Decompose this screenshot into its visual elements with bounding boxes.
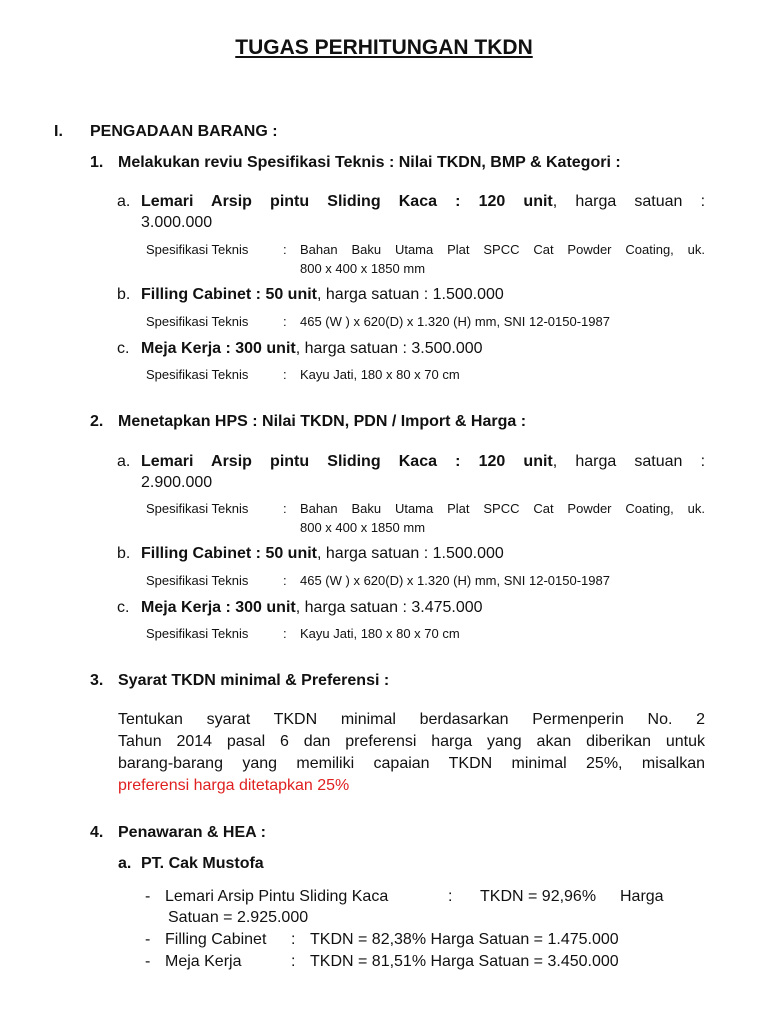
s1-number: 1.	[90, 154, 104, 171]
s1-a-line	[141, 193, 705, 211]
offer-detail: TKDN = 82,38% Harga Satuan = 1.475.000	[310, 931, 619, 948]
offer-detail: TKDN = 81,51% Harga Satuan = 3.450.000	[310, 953, 619, 970]
s1-a-spec-2: 800 x 400 x 1850 mm	[300, 261, 426, 276]
s1-a-price: 3.000.000	[141, 214, 213, 231]
page-title: TUGAS PERHITUNGAN TKDN	[235, 36, 533, 59]
s1-a-spec-label: Spesifikasi Teknis	[146, 242, 249, 257]
s2-a-spec-label: Spesifikasi Teknis	[146, 501, 249, 516]
s1-b-letter: b.	[117, 286, 131, 303]
s2-a-rest: , harga satuan :	[552, 453, 706, 470]
s2-b-spec: 465 (W ) x 620(D) x 1.320 (H) mm, SNI 12-0150-1987	[300, 573, 610, 588]
s3-number: 3.	[90, 672, 104, 689]
s2-b-spec-colon: :	[283, 573, 287, 588]
s2-b-price: 1.500.000	[432, 545, 504, 562]
s2-b-name: Filling Cabinet : 50 unit	[141, 545, 317, 562]
s2-a-price: 2.900.000	[141, 474, 213, 491]
s1-a-rest: , harga satuan :	[552, 193, 706, 210]
s3-para-line-3: barang-barang yang memiliki capaian TKDN minimal 25%, misalkan	[118, 755, 705, 772]
s3-para-line-4: preferensi harga ditetapkan 25%	[118, 777, 350, 794]
s2-b-harga-label: , harga satuan :	[317, 545, 433, 562]
s2-c-name: Meja Kerja : 300 unit	[141, 599, 296, 616]
offer-item-name: Lemari Arsip Pintu Sliding Kaca	[165, 888, 389, 905]
offer-tkdn: TKDN = 92,96%	[480, 888, 597, 905]
offer-dash: -	[145, 953, 151, 970]
s1-a-name: Lemari Arsip pintu Sliding Kaca : 120 unit	[141, 193, 553, 210]
s1-c-letter: c.	[117, 340, 130, 357]
s1-c-name: Meja Kerja : 300 unit	[141, 340, 296, 357]
s1-a-spec-colon: :	[283, 242, 287, 257]
offer-harga-cont: Satuan = 2.925.000	[168, 909, 309, 926]
s2-b-spec-label: Spesifikasi Teknis	[146, 573, 249, 588]
s2-a-letter: a.	[117, 453, 131, 470]
s1-heading: Melakukan reviu Spesifikasi Teknis : Nilai TKDN, BMP & Kategori :	[118, 154, 621, 171]
s2-c-spec-colon: :	[283, 626, 287, 641]
s2-c-spec-label: Spesifikasi Teknis	[146, 626, 249, 641]
s1-c-price: 3.500.000	[411, 340, 483, 357]
offer-item-name: Meja Kerja	[165, 953, 242, 970]
s1-b-name: Filling Cabinet : 50 unit	[141, 286, 317, 303]
s1-b-spec-colon: :	[283, 314, 287, 329]
s1-b-harga-label: , harga satuan :	[317, 286, 433, 303]
offer-dash: -	[145, 888, 151, 905]
s1-c-spec-label: Spesifikasi Teknis	[146, 367, 249, 382]
section-heading: PENGADAAN BARANG :	[90, 123, 278, 140]
s2-heading: Menetapkan HPS : Nilai TKDN, PDN / Import & Harga :	[118, 413, 527, 430]
s4-number: 4.	[90, 824, 104, 841]
s2-c-spec: Kayu Jati, 180 x 80 x 70 cm	[300, 626, 460, 641]
s2-a-spec-2: 800 x 400 x 1850 mm	[300, 520, 426, 535]
s4-a-company: PT. Cak Mustofa	[141, 855, 264, 872]
s3-para-line-2: Tahun 2014 pasal 6 dan preferensi harga yang akan diberikan untuk	[118, 733, 705, 750]
s3-para-line-1: Tentukan syarat TKDN minimal berdasarkan Permenperin No. 2	[118, 711, 705, 728]
s1-a-spec-1: Bahan Baku Utama Plat SPCC Cat Powder Coating, uk.	[300, 242, 705, 257]
offer-harga: Harga	[620, 888, 664, 905]
s1-c-harga-label: , harga satuan :	[295, 340, 412, 357]
s1-b-price: 1.500.000	[432, 286, 504, 303]
s2-a-spec-1: Bahan Baku Utama Plat SPCC Cat Powder Coating, uk.	[300, 501, 705, 516]
offer-item-name: Filling Cabinet	[165, 931, 267, 948]
s1-b-spec-label: Spesifikasi Teknis	[146, 314, 249, 329]
s2-b-line	[141, 545, 504, 563]
s2-b-letter: b.	[117, 545, 131, 562]
s1-c-spec-colon: :	[283, 367, 287, 382]
s2-a-spec-colon: :	[283, 501, 287, 516]
s2-c-letter: c.	[117, 599, 130, 616]
s2-a-line	[141, 453, 705, 471]
s3-heading: Syarat TKDN minimal & Preferensi :	[118, 672, 390, 689]
s1-c-line	[141, 340, 483, 358]
section-number: I.	[54, 123, 63, 140]
offer-colon: :	[291, 931, 296, 948]
s2-number: 2.	[90, 413, 104, 430]
s2-c-price: 3.475.000	[411, 599, 483, 616]
s2-c-line	[141, 599, 483, 617]
s1-c-spec: Kayu Jati, 180 x 80 x 70 cm	[300, 367, 460, 382]
s2-a-name: Lemari Arsip pintu Sliding Kaca : 120 unit	[141, 453, 553, 470]
offer-dash: -	[145, 931, 151, 948]
s4-a-letter: a.	[118, 855, 132, 872]
offer-colon: :	[448, 888, 453, 905]
s2-c-harga-label: , harga satuan :	[295, 599, 412, 616]
s4-heading: Penawaran & HEA :	[118, 824, 266, 841]
s1-b-line	[141, 286, 504, 304]
s1-a-letter: a.	[117, 193, 131, 210]
offer-colon: :	[291, 953, 296, 970]
s1-b-spec: 465 (W ) x 620(D) x 1.320 (H) mm, SNI 12-0150-1987	[300, 314, 610, 329]
